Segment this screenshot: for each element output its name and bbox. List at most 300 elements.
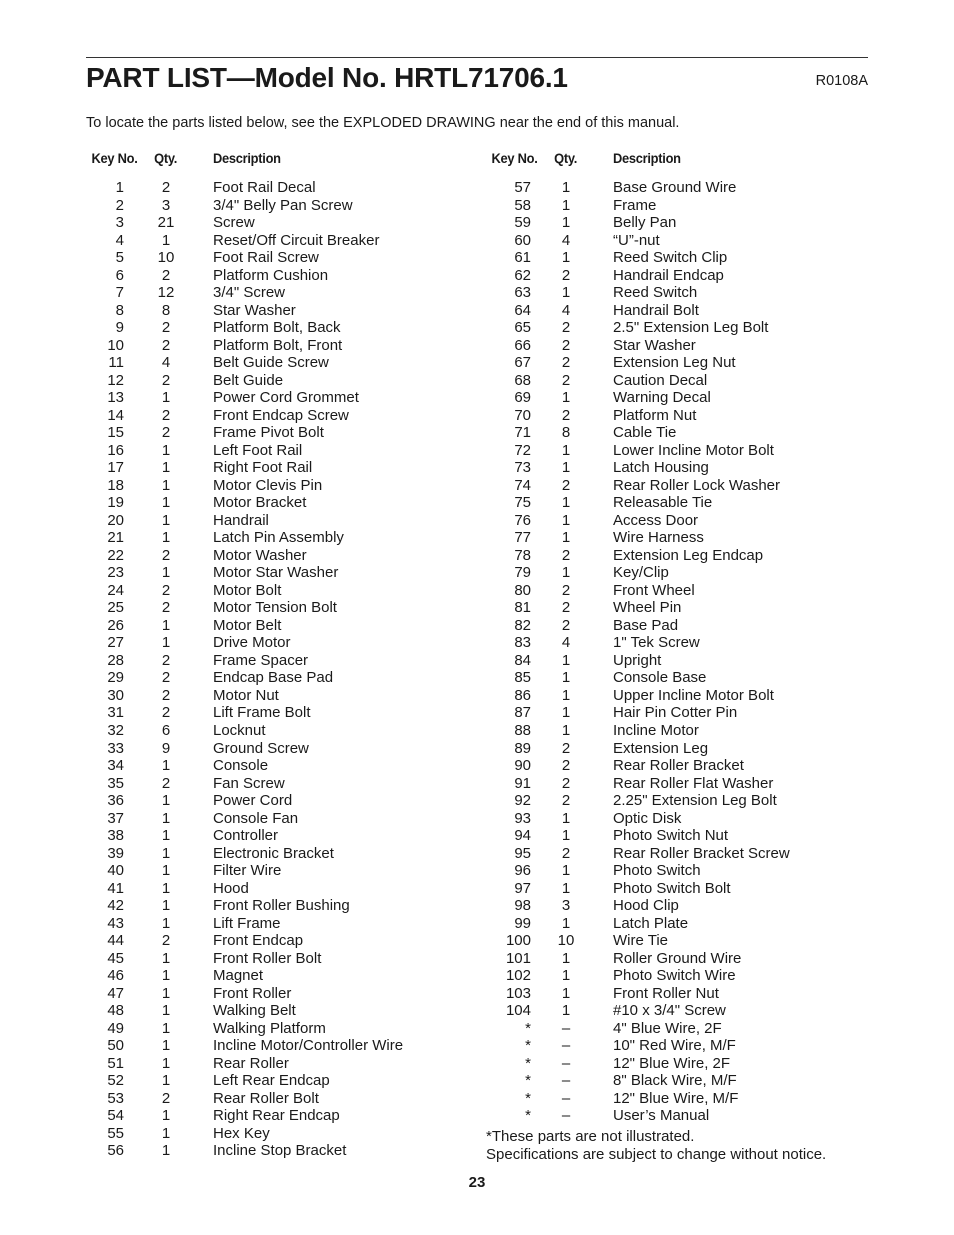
intro-text: To locate the parts listed below, see the EXPLODED DRAWING near the end of this manual. xyxy=(86,115,680,131)
part-description: Electronic Bracket xyxy=(213,844,334,862)
part-qty: 1 xyxy=(161,616,171,634)
part-qty: 1 xyxy=(161,1037,171,1055)
part-qty: 1 xyxy=(561,967,571,985)
part-qty: 2 xyxy=(561,406,571,424)
part-qty: 2 xyxy=(561,599,571,617)
part-key-no: 100 xyxy=(505,932,531,950)
part-qty: 2 xyxy=(161,651,171,669)
part-key-no: 85 xyxy=(514,669,531,687)
part-key-no: 33 xyxy=(107,739,124,757)
part-description: Right Foot Rail xyxy=(213,459,313,477)
part-description: Platform Cushion xyxy=(213,266,329,284)
part-row xyxy=(86,1055,466,1073)
part-qty: 1 xyxy=(161,827,171,845)
part-description: Motor Star Washer xyxy=(213,564,339,582)
part-key-no: 52 xyxy=(107,1072,124,1090)
part-row xyxy=(486,529,866,547)
part-row xyxy=(86,389,466,407)
part-key-no: 20 xyxy=(107,511,124,529)
part-key-no: 91 xyxy=(514,774,531,792)
part-description: Right Rear Endcap xyxy=(213,1107,340,1125)
part-row xyxy=(486,267,866,285)
part-qty: 1 xyxy=(561,949,571,967)
part-description: #10 x 3/4" Screw xyxy=(613,1002,726,1020)
part-key-no: 67 xyxy=(514,354,531,372)
part-description: Cable Tie xyxy=(613,424,677,442)
part-key-no: 64 xyxy=(514,301,531,319)
part-qty: 12 xyxy=(157,284,175,302)
part-description: Screw xyxy=(213,214,255,232)
part-qty: 1 xyxy=(161,1019,171,1037)
part-qty: 1 xyxy=(561,809,571,827)
part-qty: 2 xyxy=(161,546,171,564)
part-row xyxy=(86,179,466,197)
part-key-no: 48 xyxy=(107,1002,124,1020)
part-key-no: 50 xyxy=(107,1037,124,1055)
part-row xyxy=(486,792,866,810)
part-key-no: 36 xyxy=(107,792,124,810)
part-qty: 2 xyxy=(161,686,171,704)
part-qty: – xyxy=(561,1089,571,1107)
part-qty: 8 xyxy=(561,424,571,442)
part-description: Incline Motor/Controller Wire xyxy=(213,1037,404,1055)
part-row xyxy=(486,459,866,477)
part-description: Foot Rail Screw xyxy=(213,249,319,267)
part-description: Front Endcap Screw xyxy=(213,406,349,424)
part-key-no: 74 xyxy=(514,476,531,494)
part-row xyxy=(86,1107,466,1125)
part-qty: 1 xyxy=(561,529,571,547)
part-key-no: 97 xyxy=(514,879,531,897)
part-description: Rear Roller Flat Washer xyxy=(613,774,774,792)
part-key-no: 82 xyxy=(514,616,531,634)
part-key-no: 17 xyxy=(107,459,124,477)
part-row xyxy=(486,442,866,460)
part-qty: 2 xyxy=(161,704,171,722)
part-qty: 2 xyxy=(561,757,571,775)
part-description: Rear Roller Lock Washer xyxy=(613,476,780,494)
part-row xyxy=(86,599,466,617)
part-row xyxy=(486,407,866,425)
part-key-no: 103 xyxy=(505,984,531,1002)
part-qty: 2 xyxy=(161,406,171,424)
part-key-no: 69 xyxy=(514,389,531,407)
part-row xyxy=(486,547,866,565)
part-key-no: 14 xyxy=(107,406,124,424)
part-description: Motor Bolt xyxy=(213,581,282,599)
part-qty: 2 xyxy=(561,476,571,494)
part-key-no: 61 xyxy=(514,249,531,267)
part-description: Latch Plate xyxy=(613,914,689,932)
part-qty: 2 xyxy=(561,792,571,810)
part-qty: 1 xyxy=(561,214,571,232)
part-row xyxy=(86,880,466,898)
part-description: Motor Belt xyxy=(213,616,282,634)
part-row xyxy=(86,845,466,863)
part-description: Magnet xyxy=(213,967,264,985)
part-description: Handrail xyxy=(213,511,269,529)
part-description: Lower Incline Motor Bolt xyxy=(613,441,774,459)
part-qty: 1 xyxy=(161,494,171,512)
part-description: Walking Belt xyxy=(213,1002,296,1020)
part-qty: 1 xyxy=(561,1002,571,1020)
part-key-no: 68 xyxy=(514,371,531,389)
part-row xyxy=(486,214,866,232)
part-key-no: 1 xyxy=(115,179,124,196)
part-qty: 1 xyxy=(561,914,571,932)
part-qty: 2 xyxy=(161,266,171,284)
part-description: Ground Screw xyxy=(213,739,309,757)
part-description: Filter Wire xyxy=(213,862,282,880)
part-key-no: 18 xyxy=(107,476,124,494)
part-qty: 2 xyxy=(161,932,171,950)
part-row xyxy=(86,1090,466,1108)
part-key-no: 81 xyxy=(514,599,531,617)
part-row xyxy=(86,985,466,1003)
part-description: 3/4" Belly Pan Screw xyxy=(213,196,353,214)
header-description: Description xyxy=(212,150,281,166)
part-description: Handrail Bolt xyxy=(613,301,699,319)
part-row xyxy=(486,810,866,828)
part-key-no: 23 xyxy=(107,564,124,582)
part-description: Hex Key xyxy=(213,1124,270,1142)
part-key-no: 72 xyxy=(514,441,531,459)
part-row xyxy=(486,179,866,197)
part-qty: 1 xyxy=(561,827,571,845)
part-qty: 1 xyxy=(561,249,571,267)
part-qty: 1 xyxy=(161,476,171,494)
part-description: Platform Bolt, Back xyxy=(213,319,341,337)
document-code: R0108A xyxy=(815,73,868,89)
part-key-no: 56 xyxy=(107,1142,124,1160)
part-description: Upper Incline Motor Bolt xyxy=(613,686,774,704)
part-qty: 10 xyxy=(157,249,175,267)
part-qty: 1 xyxy=(161,897,171,915)
part-description: Front Roller Nut xyxy=(613,984,719,1002)
part-key-no: 42 xyxy=(107,897,124,915)
header-key-no: Key No. xyxy=(91,150,138,166)
page-number: 23 xyxy=(468,1174,486,1191)
part-row xyxy=(86,827,466,845)
part-qty: 1 xyxy=(561,179,571,196)
footnote-specifications: Specifications are subject to change without notice. xyxy=(486,1146,827,1163)
part-description: Rear Roller Bracket xyxy=(613,757,744,775)
part-qty: 21 xyxy=(157,214,175,232)
part-row xyxy=(86,967,466,985)
part-qty: – xyxy=(561,1019,571,1037)
part-description: Controller xyxy=(213,827,279,845)
part-key-no: 11 xyxy=(108,354,124,372)
part-key-no: 75 xyxy=(514,494,531,512)
part-description: 10" Red Wire, M/F xyxy=(613,1037,736,1055)
part-key-no: 71 xyxy=(514,424,531,442)
part-description: Reed Switch xyxy=(613,284,698,302)
part-description: Motor Nut xyxy=(213,686,279,704)
part-qty: 4 xyxy=(561,634,571,652)
part-description: Rear Roller Bracket Screw xyxy=(613,844,790,862)
part-description: Handrail Endcap xyxy=(613,266,724,284)
part-key-no: 16 xyxy=(107,441,124,459)
part-qty: 2 xyxy=(161,424,171,442)
part-description: Latch Housing xyxy=(613,459,709,477)
part-row xyxy=(486,1090,866,1108)
parts-list-right xyxy=(486,179,866,1125)
part-row xyxy=(486,932,866,950)
part-qty: 1 xyxy=(161,459,171,477)
part-description: Locknut xyxy=(213,721,266,739)
part-key-no: 34 xyxy=(107,757,124,775)
part-key-no: 8 xyxy=(115,301,124,319)
part-row xyxy=(486,757,866,775)
part-row xyxy=(486,704,866,722)
part-row xyxy=(486,389,866,407)
part-qty: 3 xyxy=(561,897,571,915)
part-row xyxy=(86,722,466,740)
part-qty: 1 xyxy=(561,879,571,897)
part-row xyxy=(486,319,866,337)
part-qty: 2 xyxy=(161,336,171,354)
part-qty: 1 xyxy=(561,494,571,512)
part-key-no: 83 xyxy=(514,634,531,652)
part-qty: 2 xyxy=(161,371,171,389)
part-key-no: 60 xyxy=(514,231,531,249)
part-key-no: 49 xyxy=(107,1019,124,1037)
part-row xyxy=(486,582,866,600)
part-row xyxy=(486,494,866,512)
part-row xyxy=(486,249,866,267)
part-qty: 1 xyxy=(161,809,171,827)
part-description: Incline Stop Bracket xyxy=(213,1142,347,1160)
part-qty: 1 xyxy=(161,757,171,775)
part-qty: 1 xyxy=(561,441,571,459)
part-description: Latch Pin Assembly xyxy=(213,529,344,547)
part-description: Lift Frame xyxy=(213,914,281,932)
part-qty: 2 xyxy=(561,581,571,599)
part-key-no: 25 xyxy=(107,599,124,617)
part-description: Belt Guide Screw xyxy=(213,354,329,372)
part-row xyxy=(486,1037,866,1055)
part-qty: 2 xyxy=(161,581,171,599)
part-row xyxy=(86,249,466,267)
part-qty: 4 xyxy=(161,354,171,372)
part-description: Extension Leg Nut xyxy=(613,354,736,372)
part-qty: 1 xyxy=(161,914,171,932)
column-headers-right xyxy=(486,148,836,168)
part-key-no: 7 xyxy=(115,284,124,302)
part-description: Rear Roller xyxy=(213,1054,289,1072)
part-key-no: 92 xyxy=(514,792,531,810)
part-row xyxy=(86,1002,466,1020)
part-description: Photo Switch Nut xyxy=(613,827,729,845)
part-row xyxy=(486,1055,866,1073)
part-description: Access Door xyxy=(613,511,699,529)
part-description: Wheel Pin xyxy=(613,599,682,617)
part-key-no: 19 xyxy=(107,494,124,512)
part-qty: 1 xyxy=(161,967,171,985)
part-qty: 2 xyxy=(561,354,571,372)
part-description: Star Washer xyxy=(213,301,296,319)
part-key-no: 29 xyxy=(107,669,124,687)
part-qty: 8 xyxy=(161,301,171,319)
part-description: Caution Decal xyxy=(613,371,708,389)
part-qty: 1 xyxy=(561,651,571,669)
part-key-no: 84 xyxy=(514,651,531,669)
part-qty: 6 xyxy=(161,721,171,739)
part-row xyxy=(86,424,466,442)
part-key-no: 4 xyxy=(115,231,124,249)
part-row xyxy=(486,827,866,845)
part-qty: 1 xyxy=(561,511,571,529)
part-description: Belly Pan xyxy=(613,214,677,232)
part-row xyxy=(486,1072,866,1090)
part-qty: 1 xyxy=(161,1002,171,1020)
part-description: Photo Switch xyxy=(613,862,701,880)
part-description: Reed Switch Clip xyxy=(613,249,728,267)
part-qty: 2 xyxy=(161,599,171,617)
part-key-no: 65 xyxy=(514,319,531,337)
part-key-no: 87 xyxy=(514,704,531,722)
part-key-no: 31 xyxy=(107,704,124,722)
part-key-no: 35 xyxy=(107,774,124,792)
part-qty: 1 xyxy=(161,634,171,652)
part-description: Console Fan xyxy=(213,809,299,827)
part-row xyxy=(86,932,466,950)
part-key-no: 53 xyxy=(107,1089,124,1107)
part-key-no: 58 xyxy=(514,196,531,214)
part-qty: – xyxy=(561,1072,571,1090)
part-key-no: 9 xyxy=(115,319,124,337)
part-row xyxy=(486,967,866,985)
part-row xyxy=(86,407,466,425)
part-qty: 1 xyxy=(561,704,571,722)
part-description: “U”-nut xyxy=(613,231,660,249)
part-description: 3/4" Screw xyxy=(213,284,286,302)
part-description: Wire Harness xyxy=(613,529,704,547)
part-qty: 2 xyxy=(561,266,571,284)
part-row xyxy=(86,1037,466,1055)
part-qty: 2 xyxy=(561,371,571,389)
part-description: Star Washer xyxy=(613,336,696,354)
part-key-no: 101 xyxy=(505,949,531,967)
part-key-no: 45 xyxy=(107,949,124,967)
part-row xyxy=(86,459,466,477)
part-row xyxy=(486,652,866,670)
part-row xyxy=(86,634,466,652)
part-qty: 2 xyxy=(161,179,171,196)
part-row xyxy=(86,950,466,968)
part-key-no: * xyxy=(525,1072,531,1090)
part-row xyxy=(486,634,866,652)
part-description: Warning Decal xyxy=(613,389,711,407)
part-description: Endcap Base Pad xyxy=(213,669,334,687)
part-description: Motor Clevis Pin xyxy=(213,476,323,494)
footnote-not-illustrated: *These parts are not illustrated. xyxy=(486,1128,695,1145)
parts-column-left xyxy=(86,148,466,1160)
part-qty: 1 xyxy=(561,984,571,1002)
part-description: Lift Frame Bolt xyxy=(213,704,311,722)
part-row xyxy=(486,372,866,390)
part-key-no: 22 xyxy=(107,546,124,564)
part-description: User’s Manual xyxy=(613,1107,710,1125)
part-description: 4" Blue Wire, 2F xyxy=(613,1019,722,1037)
part-key-no: 66 xyxy=(514,336,531,354)
part-qty: 2 xyxy=(561,616,571,634)
part-row xyxy=(486,740,866,758)
part-row xyxy=(486,897,866,915)
part-row xyxy=(86,1142,466,1160)
part-row xyxy=(486,880,866,898)
part-qty: 1 xyxy=(161,529,171,547)
part-key-no: 98 xyxy=(514,897,531,915)
part-description: Releasable Tie xyxy=(613,494,713,512)
part-row xyxy=(486,950,866,968)
part-key-no: 102 xyxy=(505,967,531,985)
part-row xyxy=(86,1125,466,1143)
part-key-no: 30 xyxy=(107,686,124,704)
part-key-no: 70 xyxy=(514,406,531,424)
part-key-no: 89 xyxy=(514,739,531,757)
part-key-no: 15 xyxy=(107,424,124,442)
part-qty: 1 xyxy=(161,511,171,529)
part-qty: – xyxy=(561,1107,571,1125)
part-description: Motor Washer xyxy=(213,546,307,564)
part-row xyxy=(86,897,466,915)
part-qty: 2 xyxy=(561,336,571,354)
part-key-no: * xyxy=(525,1019,531,1037)
part-row xyxy=(86,267,466,285)
part-key-no: 78 xyxy=(514,546,531,564)
part-description: Console Base xyxy=(613,669,707,687)
part-key-no: 62 xyxy=(514,266,531,284)
part-key-no: 44 xyxy=(107,932,124,950)
part-key-no: 37 xyxy=(107,809,124,827)
part-description: Console xyxy=(213,757,269,775)
parts-list-left xyxy=(86,179,466,1160)
part-row xyxy=(486,669,866,687)
part-description: Hair Pin Cotter Pin xyxy=(613,704,738,722)
part-key-no: 24 xyxy=(107,581,124,599)
part-description: Base Ground Wire xyxy=(613,179,737,196)
part-qty: 2 xyxy=(161,774,171,792)
part-row xyxy=(486,197,866,215)
part-qty: 1 xyxy=(561,196,571,214)
part-key-no: 59 xyxy=(514,214,531,232)
part-key-no: 63 xyxy=(514,284,531,302)
part-qty: – xyxy=(561,1037,571,1055)
part-description: Optic Disk xyxy=(613,809,682,827)
part-description: Drive Motor xyxy=(213,634,291,652)
part-description: Extension Leg Endcap xyxy=(613,546,764,564)
part-row xyxy=(86,862,466,880)
part-key-no: 93 xyxy=(514,809,531,827)
part-description: Fan Screw xyxy=(213,774,285,792)
part-key-no: 3 xyxy=(115,214,124,232)
part-qty: 4 xyxy=(561,231,571,249)
part-qty: 1 xyxy=(161,441,171,459)
part-description: Front Wheel xyxy=(613,581,695,599)
part-row xyxy=(486,512,866,530)
part-row xyxy=(86,740,466,758)
part-key-no: 86 xyxy=(514,686,531,704)
part-row xyxy=(86,669,466,687)
part-description: Front Roller xyxy=(213,984,292,1002)
part-row xyxy=(86,547,466,565)
part-description: Base Pad xyxy=(613,616,679,634)
part-key-no: 90 xyxy=(514,757,531,775)
part-row xyxy=(486,424,866,442)
part-key-no: 26 xyxy=(107,616,124,634)
part-key-no: 28 xyxy=(107,651,124,669)
